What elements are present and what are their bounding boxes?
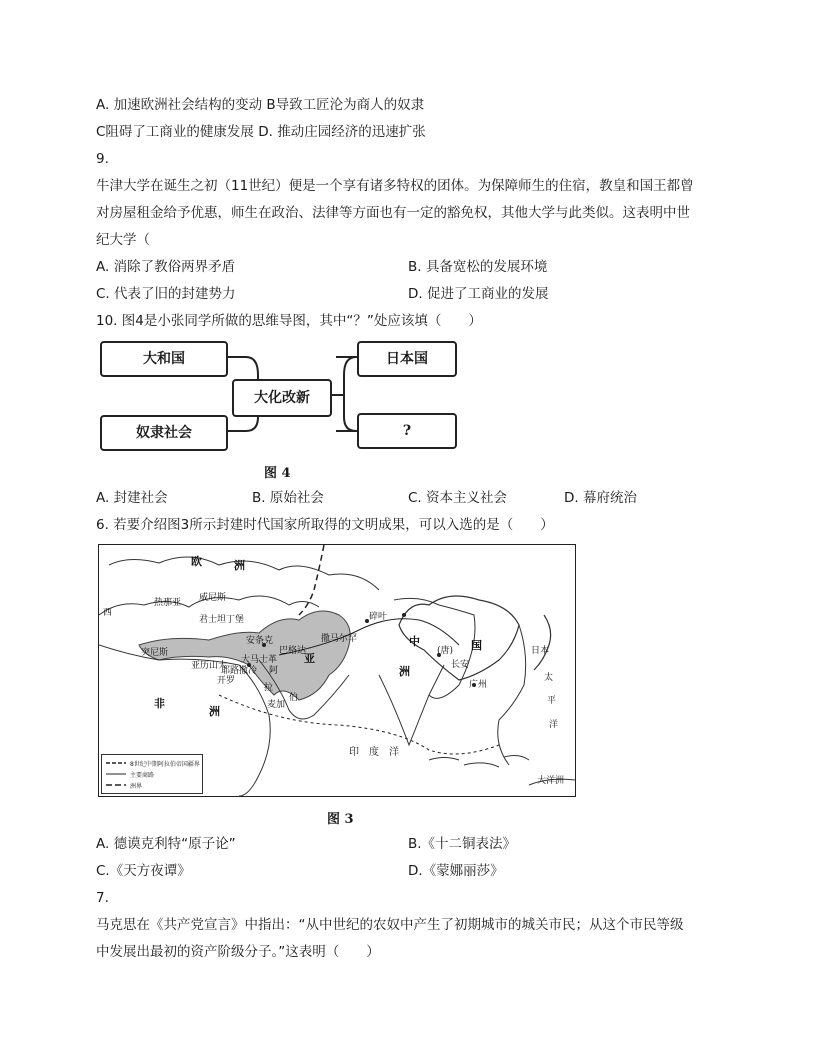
map-label-africa-2: 洲 <box>209 705 220 718</box>
q6-option-d: D.《蒙娜丽莎》 <box>408 863 504 879</box>
mindmap-node-left-top: 大和国 <box>100 341 228 377</box>
map-label-japan: 日本 <box>531 646 550 656</box>
map-label-oceania: 大洋洲 <box>537 776 565 786</box>
mindmap-node-center: 大化改新 <box>232 379 332 417</box>
q10-stem: 10. 图4是小张同学所做的思维导图，其中“？”处应该填（ ） <box>96 313 482 329</box>
q6-option-b: B.《十二铜表法》 <box>408 836 517 852</box>
q10-option-d: D. 幕府统治 <box>564 490 637 506</box>
q7-stem-line1: 马克思在《共产党宣言》中指出：“从中世纪的农奴中产生了初期城市的城关市民；从这个市民等级 <box>96 917 684 933</box>
q6-option-a: A. 德谟克利特“原子论” <box>96 836 236 852</box>
map-label-suyab: 碎叶 <box>369 612 388 622</box>
map-label-baghdad: 巴格达 <box>279 646 307 656</box>
q9-stem-line2: 对房屋租金给予优惠，师生在政治、法律等方面也有一定的豁免权，其他大学与此类似。这表明中世 <box>96 205 690 221</box>
map-label-tang: (唐) <box>437 646 454 656</box>
mindmap-node-right-bottom: ? <box>357 413 457 449</box>
map-label-china-1: 中 <box>409 635 420 648</box>
map-label-europe-1: 欧 <box>191 555 202 568</box>
q9-option-d: D. 促进了工商业的发展 <box>408 286 549 302</box>
q9-stem-line3: 纪大学（ <box>96 232 150 248</box>
map-label-africa-1: 非 <box>154 697 165 710</box>
map-label-west: 西 <box>103 608 113 618</box>
map-label-pacific-3: 洋 <box>549 720 559 730</box>
map-label-asia-2: 洲 <box>399 665 410 678</box>
q8-options-cd: C阻碍了工商业的健康发展 D. 推动庄园经济的迅速扩张 <box>96 124 426 140</box>
map-label-guangzhou: 广州 <box>469 680 488 690</box>
q6-option-c: C.《天方夜谭》 <box>96 863 191 879</box>
map-label-changan: 长安 <box>451 660 470 670</box>
map-label-arabia-1: 阿 <box>269 666 279 676</box>
map-figure <box>98 544 576 797</box>
map-label-arabia-2: 拉 <box>264 683 274 693</box>
map-label-mecca: 麦加 <box>267 700 286 710</box>
map-label-china-2: 国 <box>471 639 482 652</box>
map-label-asia: 亚 <box>304 652 315 665</box>
q10-option-b: B. 原始社会 <box>252 490 324 506</box>
mindmap-node-right-top: 日本国 <box>357 341 457 377</box>
map-label-jerusalem: 耶路撒冷 <box>221 666 258 676</box>
q10-option-c: C. 资本主义社会 <box>408 490 508 506</box>
q9-option-a: A. 消除了教俗两界矛盾 <box>96 259 236 275</box>
map-label-arabia-3: 伯 <box>289 693 299 703</box>
q9-option-b: B. 具备宽松的发展环境 <box>408 259 548 275</box>
q9-option-c: C. 代表了旧的封建势力 <box>96 286 236 302</box>
map-label-samarkand: 撒马尔罕 <box>321 634 358 644</box>
q9-number: 9. <box>96 151 109 167</box>
map-label-constantinople: 君士坦丁堡 <box>199 615 245 625</box>
map-label-antioch: 安条克 <box>246 636 274 646</box>
q7-stem-line2: 中发展出最初的资产阶级分子。”这表明（ ） <box>96 944 380 960</box>
map-caption: 图 3 <box>327 812 354 827</box>
map-label-genoa: 热那亚 <box>154 598 182 608</box>
legend-item-continent-line: 洲界 <box>130 783 143 790</box>
q6-stem: 6. 若要介绍图3所示封建时代国家所取得的文明成果，可以入选的是（ ） <box>96 517 554 533</box>
map-label-tunis: 突尼斯 <box>141 648 169 658</box>
map-label-pacific-2: 平 <box>547 696 557 706</box>
map-label-indian-ocean: 印 度 洋 <box>349 747 399 758</box>
legend-item-boundary: 8世纪中期阿拉伯帝国疆界 <box>130 761 200 768</box>
map-label-europe-2: 洲 <box>234 559 245 572</box>
map-label-cairo: 开罗 <box>217 676 236 686</box>
map-label-venice: 威尼斯 <box>199 593 227 603</box>
mindmap-caption: 图 4 <box>264 466 291 481</box>
q8-options-ab: A. 加速欧洲社会结构的变动 B导致工匠沦为商人的奴隶 <box>96 97 425 113</box>
mindmap-node-left-bottom: 奴隶社会 <box>100 415 228 451</box>
q9-stem-line1: 牛津大学在诞生之初（11世纪）便是一个享有诸多特权的团体。为保障师生的住宿，教皇和国王都曾 <box>96 178 694 194</box>
map-label-damascus: 大马士革 <box>241 655 278 665</box>
map-legend <box>101 754 203 794</box>
legend-item-trade-route: 主要商路 <box>130 772 155 779</box>
map-label-pacific-1: 太 <box>544 673 554 683</box>
map-label-alexandria: 亚历山大 <box>191 661 228 671</box>
q10-option-a: A. 封建社会 <box>96 490 168 506</box>
q7-number: 7. <box>96 890 109 906</box>
